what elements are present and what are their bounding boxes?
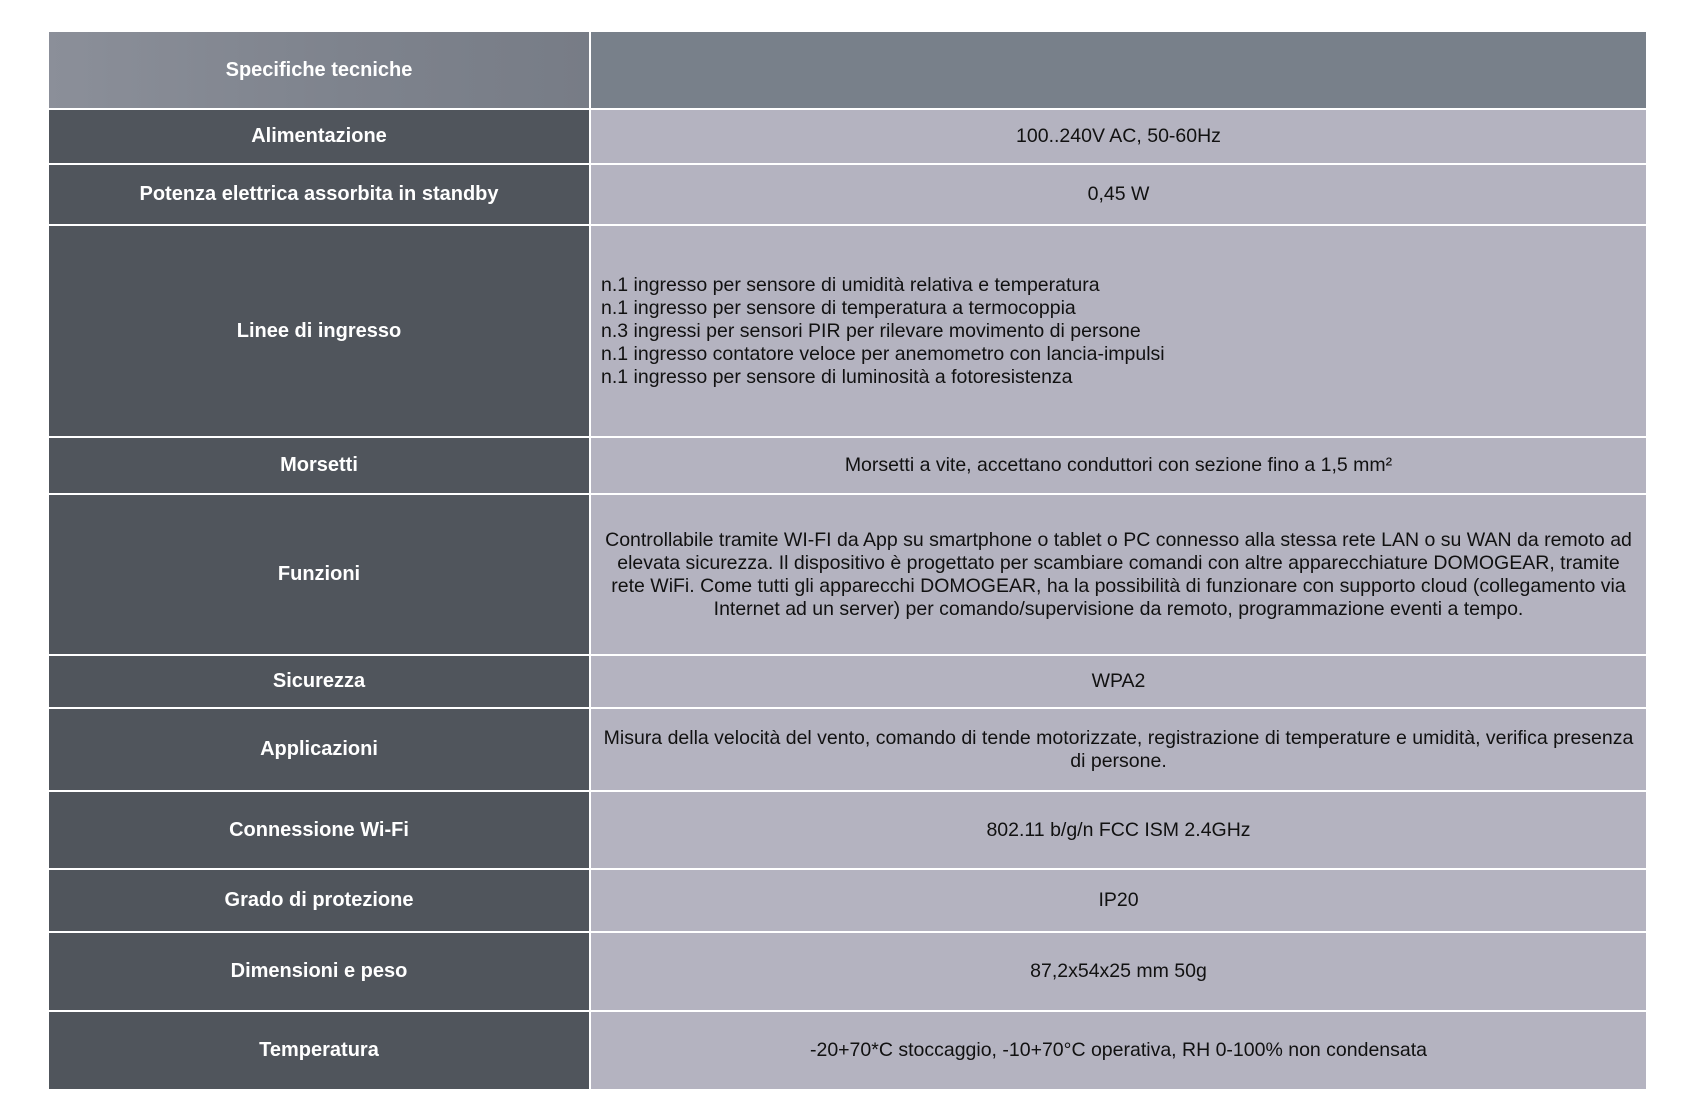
row-label: Grado di protezione: [224, 889, 414, 911]
row-label-input-lines: [49, 226, 589, 436]
row-label: Potenza elettrica assorbita in standby: [139, 183, 499, 205]
row-label: Linee di ingresso: [236, 319, 402, 342]
header-value-cell: [591, 32, 1646, 108]
row-value: 100..240V AC, 50-60Hz: [1016, 125, 1221, 147]
row-value: Controllabile tramite WI-FI da App su smartphone o tablet o PC connesso alla stessa rete LAN o su WAN da remoto ad elevata sicurezza. Il dispositivo è progettato per scambiare comandi con altre apparecchiature DOMOGEAR, tramite rete WiFi. Come tutti gli apparecchi DOMOGEAR, ha la possibilità di funzionare con supporto cloud (collegamento via Internet ad un server) per comando/supervisione da remoto, programmazione eventi a tempo.: [605, 528, 1632, 620]
row-value: WPA2: [1091, 670, 1146, 692]
list-item: n.1 ingresso per sensore di luminosità a fotoresistenza: [601, 365, 1073, 388]
header-label-cell: [49, 32, 589, 108]
row-value-dimensions: [591, 933, 1646, 1010]
row-label-applications: [49, 709, 589, 790]
list-item: n.1 ingresso per sensore di umidità relativa e temperatura: [601, 273, 1100, 296]
row-label: Dimensioni e peso: [230, 960, 408, 982]
row-value-temperature: [591, 1012, 1646, 1089]
row-value-applications: [591, 709, 1646, 790]
row-label: Applicazioni: [260, 738, 378, 760]
row-label: Temperatura: [259, 1039, 379, 1061]
row-label: Connessione Wi-Fi: [229, 818, 409, 841]
row-value: -20+70*C stoccaggio, -10+70°C operativa, RH 0-100% non condensata: [809, 1039, 1428, 1061]
row-value-input-lines: [591, 226, 1646, 436]
list-item: n.1 ingresso contatore veloce per anemometro con lancia-impulsi: [601, 342, 1165, 365]
row-value-protection: [591, 870, 1646, 931]
row-label: Alimentazione: [251, 125, 387, 147]
row-label-standby-power: [49, 165, 589, 224]
row-label: Morsetti: [280, 454, 358, 476]
row-label-power-supply: [49, 110, 589, 163]
row-label-security: [49, 656, 589, 707]
list-item: n.3 ingressi per sensori PIR per rilevare movimento di persone: [601, 319, 1141, 342]
row-value: Misura della velocità del vento, comando di tende motorizzate, registrazione di temperature e umidità, verifica presenza di persone.: [603, 726, 1634, 772]
row-value-security: [591, 656, 1646, 707]
row-label-protection: [49, 870, 589, 931]
row-value: 0,45 W: [1087, 183, 1150, 205]
row-label-functions: [49, 495, 589, 654]
row-value: 802.11 b/g/n FCC ISM 2.4GHz: [986, 818, 1251, 841]
row-value-power-supply: [591, 110, 1646, 163]
list-item: n.1 ingresso per sensore di temperatura a termocoppia: [601, 296, 1076, 319]
row-value-wifi: [591, 792, 1646, 868]
row-label-temperature: [49, 1012, 589, 1089]
row-label: Sicurezza: [272, 670, 366, 692]
row-value: 87,2x54x25 mm 50g: [1030, 960, 1207, 982]
row-value-functions: [591, 495, 1646, 654]
row-value-standby-power: [591, 165, 1646, 224]
row-value: Morsetti a vite, accettano conduttori con sezione fino a 1,5 mm²: [844, 454, 1393, 476]
table-title: Specifiche tecniche: [225, 58, 413, 81]
row-value-terminals: [591, 438, 1646, 493]
row-value: IP20: [1098, 889, 1139, 911]
row-label-wifi: [49, 792, 589, 868]
spec-table: [49, 32, 1646, 1089]
row-label-dimensions: [49, 933, 589, 1010]
input-lines-list: [601, 274, 1165, 389]
row-label-terminals: [49, 438, 589, 493]
row-label: Funzioni: [277, 563, 361, 585]
